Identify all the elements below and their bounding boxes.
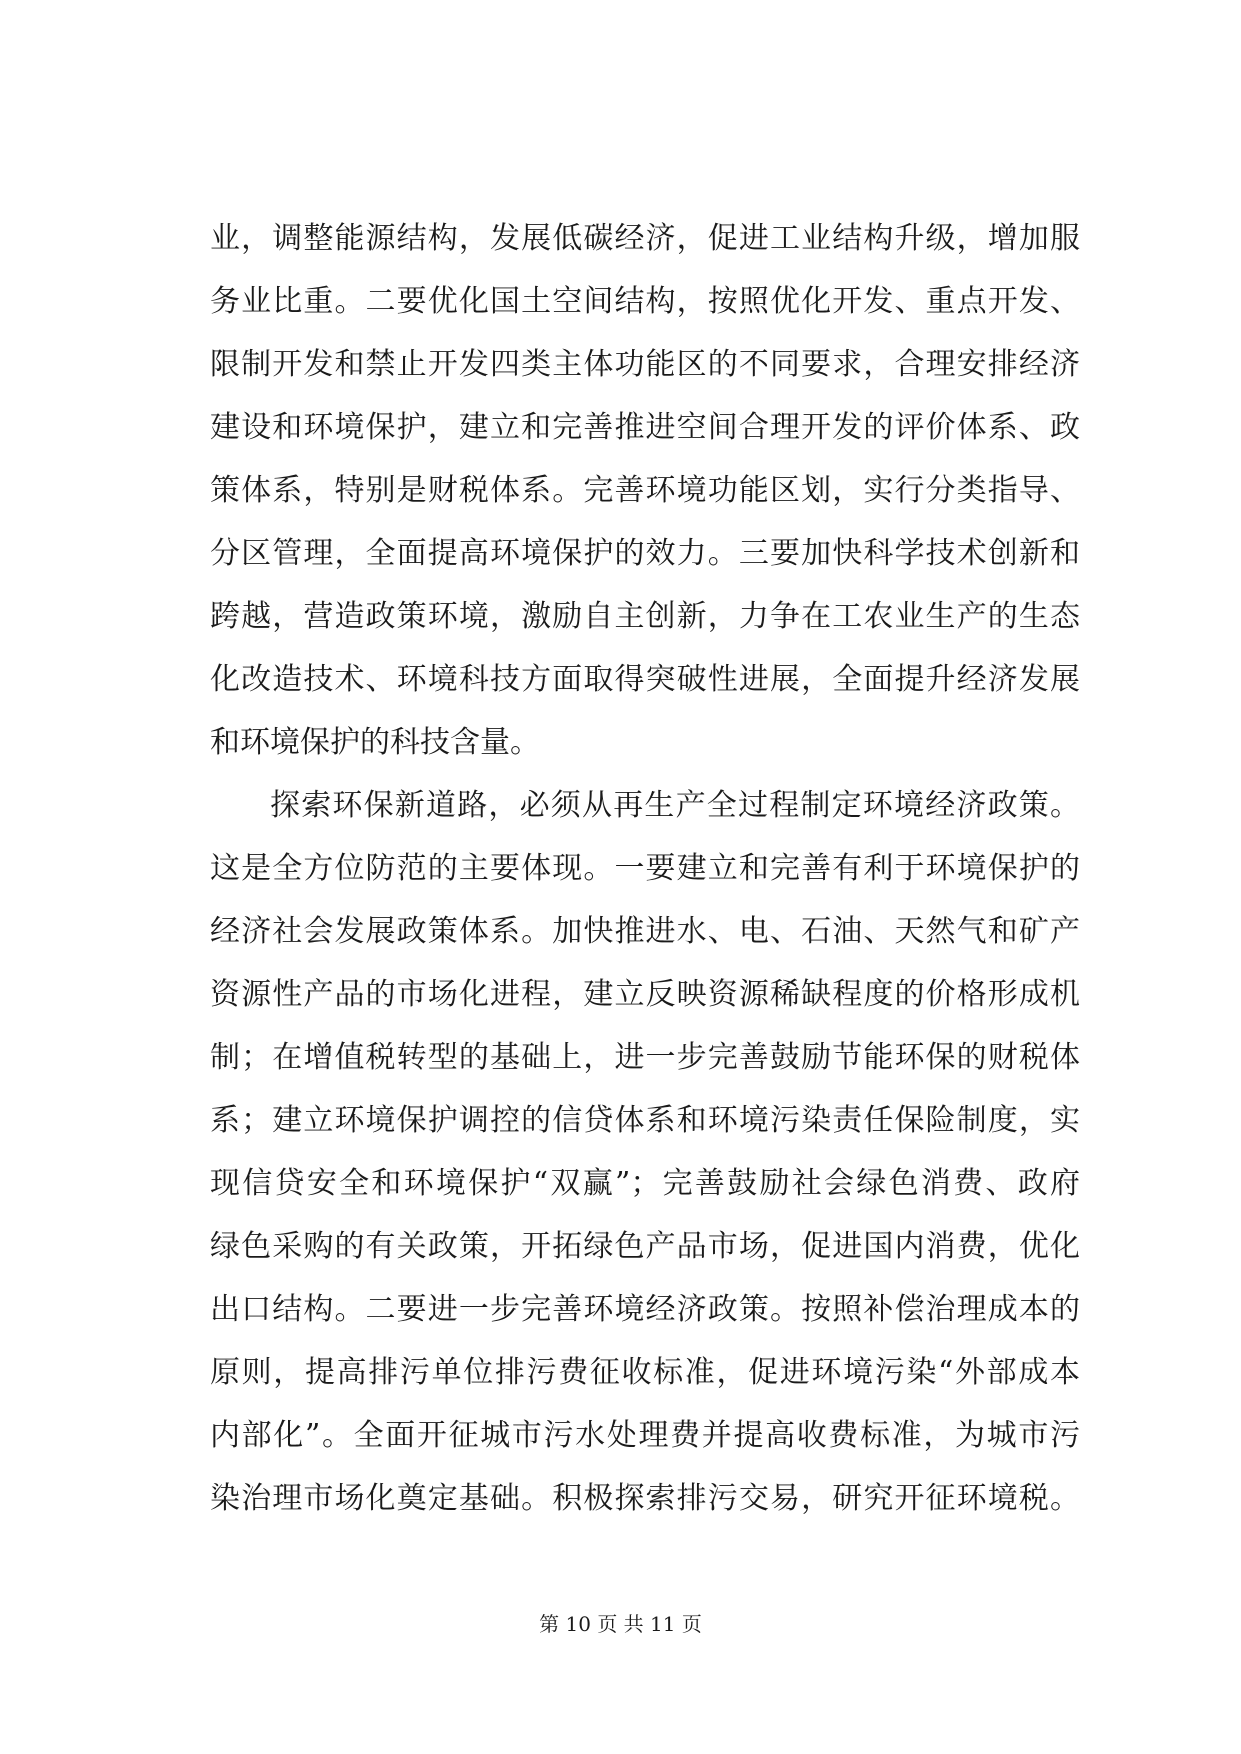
text-line: 染治理市场化奠定基础。积极探索排污交易，研究开征环境税。 xyxy=(210,1481,1080,1516)
paragraph-2 xyxy=(210,774,1080,1530)
text-line: 资源性产品的市场化进程，建立反映资源稀缺程度的价格形成机 xyxy=(210,977,1080,1012)
text-line: 经济社会发展政策体系。加快推进水、电、石油、天然气和矿产 xyxy=(210,914,1080,949)
text-line: 跨越，营造政策环境，激励自主创新，力争在工农业生产的生态 xyxy=(210,599,1080,634)
text-line: 化改造技术、环境科技方面取得突破性进展，全面提升经济发展 xyxy=(210,662,1080,697)
text-line: 这是全方位防范的主要体现。一要建立和完善有利于环境保护的 xyxy=(210,851,1080,886)
text-line: 限制开发和禁止开发四类主体功能区的不同要求，合理安排经济 xyxy=(210,347,1080,382)
text-line: 探索环保新道路，必须从再生产全过程制定环境经济政策。 xyxy=(270,788,1080,823)
paragraph-1 xyxy=(210,207,1080,774)
text-line: 业，调整能源结构，发展低碳经济，促进工业结构升级，增加服 xyxy=(210,221,1080,256)
text-line: 出口结构。二要进一步完善环境经济政策。按照补偿治理成本的 xyxy=(210,1292,1080,1327)
text-line: 和环境保护的科技含量。 xyxy=(210,725,540,760)
text-line: 绿色采购的有关政策，开拓绿色产品市场，促进国内消费，优化 xyxy=(210,1229,1080,1264)
page-number-footer: 第 10 页 共 11 页 xyxy=(539,1612,702,1636)
text-line: 建设和环境保护，建立和完善推进空间合理开发的评价体系、政 xyxy=(210,410,1080,445)
text-line: 分区管理，全面提高环境保护的效力。三要加快科学技术创新和 xyxy=(210,536,1080,571)
document-body xyxy=(210,207,1080,1530)
text-line: 原则，提高排污单位排污费征收标准，促进环境污染“外部成本 xyxy=(210,1355,1080,1390)
text-line: 制；在增值税转型的基础上，进一步完善鼓励节能环保的财税体 xyxy=(210,1040,1080,1075)
text-line: 策体系，特别是财税体系。完善环境功能区划，实行分类指导、 xyxy=(210,473,1080,508)
text-line: 内部化”。全面开征城市污水处理费并提高收费标准，为城市污 xyxy=(210,1418,1080,1453)
text-line: 系；建立环境保护调控的信贷体系和环境污染责任保险制度，实 xyxy=(210,1103,1080,1138)
text-line: 务业比重。二要优化国土空间结构，按照优化开发、重点开发、 xyxy=(210,284,1080,319)
text-line: 现信贷安全和环境保护“双赢”；完善鼓励社会绿色消费、政府 xyxy=(210,1166,1080,1201)
